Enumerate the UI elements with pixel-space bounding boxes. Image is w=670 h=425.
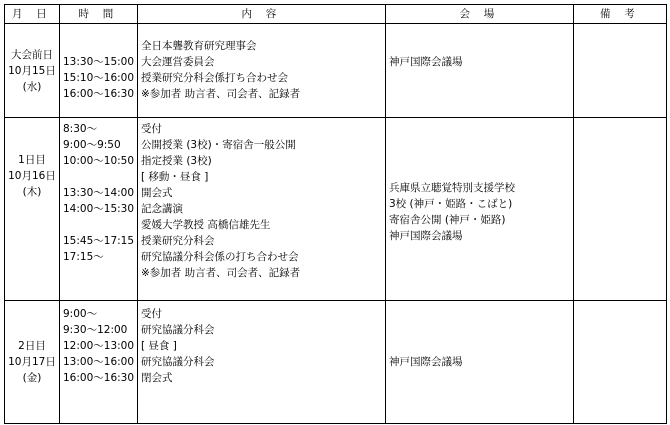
date-line: 大会前日 <box>11 48 53 61</box>
content-line: ※参加者 助言者、司会者、記録者 <box>141 267 301 279</box>
content-line: 研究協議分科会係の打ち合わせ会 <box>141 251 299 263</box>
time-cell <box>60 118 138 301</box>
content-line: 受付 <box>141 123 162 135</box>
content-line: ※参加者 助言者、司会者、記録者 <box>141 88 301 100</box>
content-line: 愛媛大学教授 高橋信雄先生 <box>141 219 271 231</box>
notes-cell <box>574 301 667 424</box>
venue-line: 3校 (神戸・姫路・こばと) <box>389 198 513 210</box>
content-line: 全日本聾教育研究理事会 <box>141 40 257 52</box>
content-line: 指定授業 (3校) <box>141 155 212 167</box>
time-line: 13:00～16:00 <box>63 356 135 368</box>
time-line: 15:45～17:15 <box>63 235 135 247</box>
time-line <box>63 217 137 233</box>
notes-cell <box>574 118 667 301</box>
time-line: 9:00～ <box>63 308 98 320</box>
content-line: 授業研究分科会 <box>141 235 215 247</box>
content-line: 公開授業 (3校)・寄宿舎一般公開 <box>141 139 296 151</box>
date-line: 10月17日 <box>8 356 56 368</box>
content-line: 大会運営委員会 <box>141 56 215 68</box>
venue-line: 寄宿舎公開 (神戸・姫路) <box>389 214 506 226</box>
time-line: 14:00～15:30 <box>63 203 135 215</box>
header-row <box>5 5 667 24</box>
date-line: 2日目 <box>18 340 46 352</box>
header-notes: 備 考 <box>574 5 667 24</box>
content-line: 閉会式 <box>141 372 173 384</box>
date-line: (金) <box>22 372 42 384</box>
content-cell <box>138 301 386 424</box>
time-line: 17:15～ <box>63 251 104 263</box>
date-line: (水) <box>22 80 42 93</box>
venue-line: 神戸国際会議場 <box>389 56 463 68</box>
content-line: 記念講演 <box>141 203 183 215</box>
date-cell <box>5 24 60 118</box>
schedule-table <box>4 4 667 424</box>
table-row-day1 <box>5 118 667 301</box>
content-line: 開会式 <box>141 187 173 199</box>
time-line: 12:00～13:00 <box>63 340 135 352</box>
venue-cell <box>386 24 574 118</box>
time-line: 10:00～10:50 <box>63 155 135 167</box>
header-venue: 会 場 <box>386 5 574 24</box>
table-row-eve <box>5 24 667 118</box>
venue-cell <box>386 301 574 424</box>
time-line: 15:10～16:00 <box>63 72 135 84</box>
content-cell <box>138 118 386 301</box>
date-line: 1日目 <box>18 154 46 166</box>
time-cell <box>60 301 138 424</box>
content-cell <box>138 24 386 118</box>
venue-line: 兵庫県立聴覚特別支援学校 <box>389 182 515 194</box>
content-line: [ 移動・昼食 ] <box>141 171 209 183</box>
time-line: 9:00～9:50 <box>63 139 121 151</box>
time-line: 9:30～12:00 <box>63 324 128 336</box>
venue-line: 神戸国際会議場 <box>389 356 463 368</box>
header-date: 月 日 <box>5 5 60 24</box>
date-cell <box>5 118 60 301</box>
date-line: 10月15日 <box>8 64 56 77</box>
table-row-day2 <box>5 301 667 424</box>
time-line: 13:30～15:00 <box>63 56 135 68</box>
venue-line: 神戸国際会議場 <box>389 230 463 242</box>
content-line: 研究協議分科会 <box>141 356 215 368</box>
time-line: 8:30～ <box>63 123 98 135</box>
content-line: 授業研究分科会係打ち合わせ会 <box>141 72 288 84</box>
time-line <box>63 169 137 185</box>
content-line: 研究協議分科会 <box>141 324 215 336</box>
time-cell <box>60 24 138 118</box>
time-line: 16:00～16:30 <box>63 372 135 384</box>
date-cell <box>5 301 60 424</box>
table-header <box>5 5 667 24</box>
content-line: [ 昼食 ] <box>141 340 177 352</box>
header-time: 時 間 <box>60 5 138 24</box>
date-line: (木) <box>22 186 42 198</box>
content-line: 受付 <box>141 308 162 320</box>
notes-cell <box>574 24 667 118</box>
time-line: 16:00～16:30 <box>63 88 135 100</box>
time-line: 13:30～14:00 <box>63 187 135 199</box>
date-line: 10月16日 <box>8 170 56 182</box>
header-content: 内 容 <box>138 5 386 24</box>
venue-cell <box>386 118 574 301</box>
